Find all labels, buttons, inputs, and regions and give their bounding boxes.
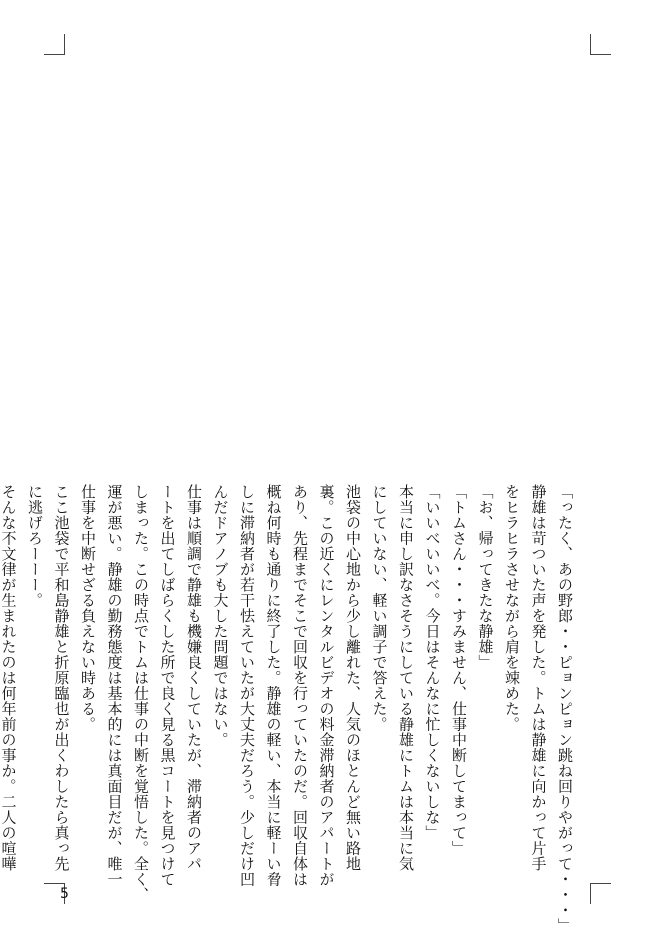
text-line: 仕事を中断せざる負えない時ある。 xyxy=(79,484,97,732)
text-line: 「いいべいいべ。今日はそんなに忙しくないしな」 xyxy=(423,484,442,841)
text-line: 裏。この近くにレンタルビデオの料金滞納者のアパートが xyxy=(317,484,336,887)
text-line: ートを出てしばらくした所で良く見る黒コートを見つけて xyxy=(158,484,177,887)
text-line: しに滞納者が若干怯えていたが大丈夫だろう。少しだけ凹 xyxy=(238,484,256,887)
text-line: をヒラヒラさせながら肩を竦めた。 xyxy=(503,484,521,732)
crop-mark-bottom-right xyxy=(590,883,611,904)
text-line: 静雄は苛ついた声を発した。トムは静雄に向かって片手 xyxy=(529,484,548,872)
page-number: 5 xyxy=(60,886,69,902)
text-line: 池袋の中心地から少し離れた、人気のほとんど無い路地 xyxy=(344,484,362,872)
text-line: 仕事は順調で静雄も機嫌良くしていたが、滞納者のアパ xyxy=(185,484,203,872)
text-line: にしていない、軽い調子で答えた。 xyxy=(370,484,389,732)
crop-mark-top-right xyxy=(590,34,611,55)
text-line: そんな不文律が生まれたのは何年前の事か。二人の喧嘩 xyxy=(0,484,18,872)
text-line: んだドアノブも大した問題ではない。 xyxy=(211,484,230,748)
text-line: 概ね何時も通りに終了した。静雄の軽い、本当に軽ーい脅 xyxy=(264,484,283,887)
text-line: に逃げろーーー。 xyxy=(26,484,44,608)
vertical-body-text xyxy=(0,484,578,934)
crop-mark-top-left xyxy=(44,34,65,55)
text-line: 運が悪い。静雄の勤務態度は基本的には真面目だが、唯一 xyxy=(105,484,124,887)
text-line: 本当に申し訳なさそうにしている静雄にトムは本当に気 xyxy=(397,484,415,872)
text-line: 「ったく、あの野郎・・ピョンピョン跳ね回りやがって・・・」 xyxy=(556,484,574,934)
text-line: しまった。この時点でトムは仕事の中断を覚悟した。全く、 xyxy=(132,484,150,903)
text-line: 「トムさん・・・すみません、仕事中断してまって」 xyxy=(450,484,468,856)
text-line: あり、先程までそこで回収を行っていたのだ。回収自体は xyxy=(291,484,309,887)
text-line: 「お、帰ってきたな静雄」 xyxy=(476,484,495,670)
text-line: ここ池袋で平和島静雄と折原臨也が出くわしたら真っ先 xyxy=(52,484,71,872)
